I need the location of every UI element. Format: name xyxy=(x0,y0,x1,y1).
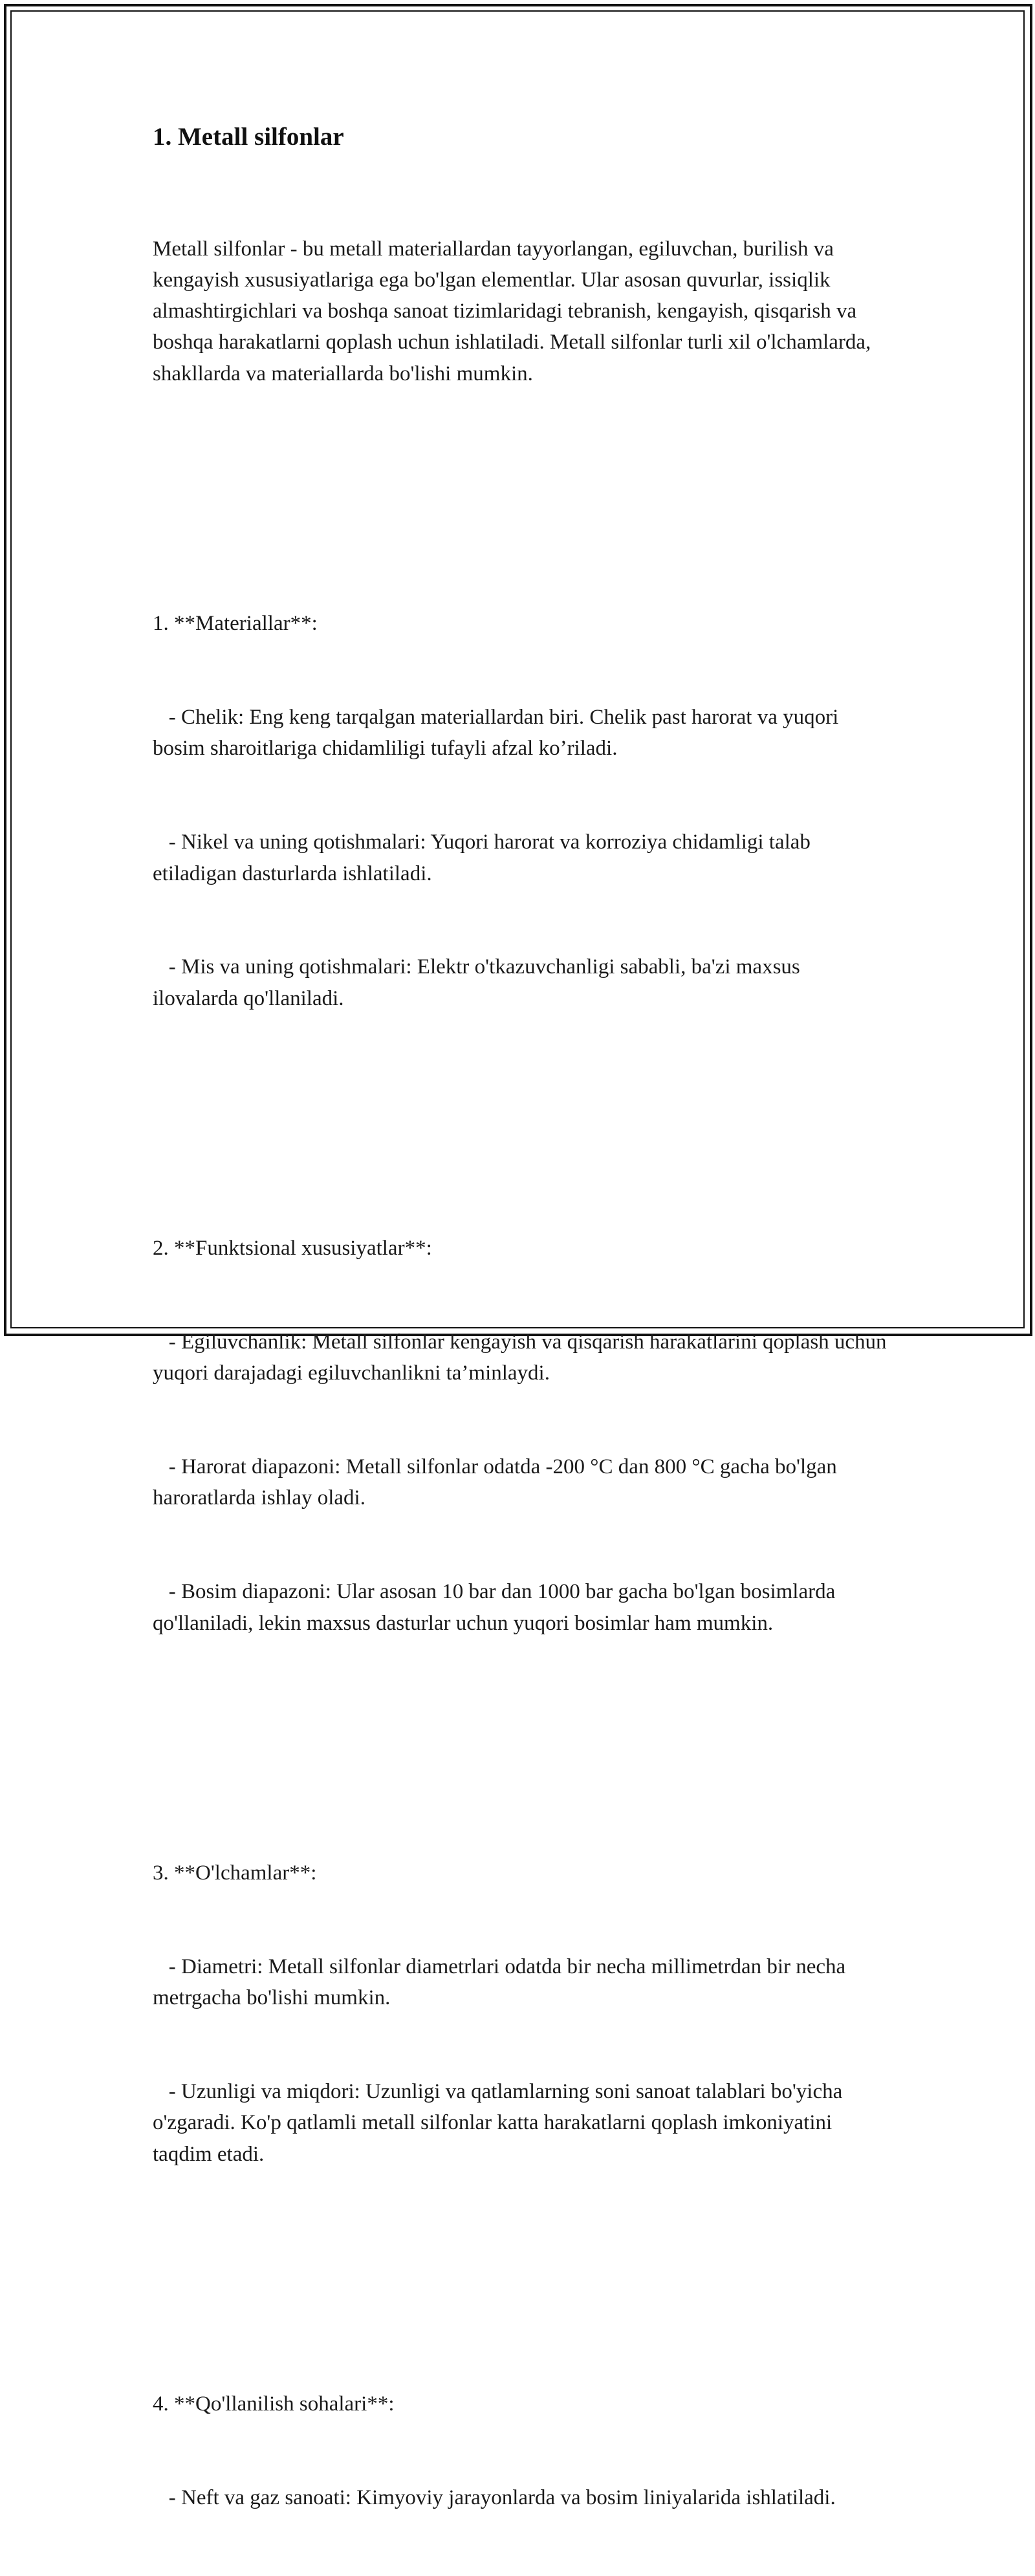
section-heading-functional: 2. **Funktsional xususiyatlar**: xyxy=(153,1237,432,1261)
list-item: - Chelik: Eng keng tarqalgan materiallardan biri. Chelik past harorat va yuqori bosim sharoitlariga chidamliligi tufayli afzal ko’riladi. xyxy=(153,706,844,761)
intro-paragraph: Metall silfonlar - bu metall materiallardan tayyorlangan, egiluvchan, burilish va kengayish xususiyatlariga ega bo'lgan elementlar. Ular asosan quvurlar, issiqlik almashtirgichlari va boshqa sanoat tizimlaridagi tebranish, kengayish, qisqarish va boshqa harakatlarni qoplash uchun ishlatiladi. Metall silfonlar turli xil o'lchamlarda, shakllarda va materiallarda bo'lishi mumkin. xyxy=(153,237,877,385)
list-item: - Mis va uning qotishmalari: Elektr o'tkazuvchanligi sababli, ba'zi maxsus ilovalarda qo'llaniladi. xyxy=(153,955,806,1010)
section-heading-materials: 1. **Materiallar**: xyxy=(153,612,318,636)
list-item: - Harorat diapazoni: Metall silfonlar odatda -200 °C dan 800 °C gacha bo'lgan haroratlarda ishlay oladi. xyxy=(153,1455,843,1510)
list-item: - Bosim diapazoni: Ular asosan 10 bar dan 1000 bar gacha bo'lgan bosimlarda qo'llaniladi, lekin maxsus dasturlar uchun yuqori bosimlar ham mumkin. xyxy=(153,1580,841,1635)
spacer xyxy=(153,2233,890,2264)
document-body xyxy=(153,122,890,2576)
spacer xyxy=(153,1702,890,1733)
list-item: - Egiluvchanlik: Metall silfonlar kengayish va qisqarish harakatlarini qoplash uchun yuqori darajadagi egiluvchanlikni ta’minlaydi. xyxy=(153,1330,892,1385)
list-item: - Uzunligi va miqdori: Uzunligi va qatlamlarning soni sanoat talablari bo'yicha o'zgaradi. Ko'p qatlamli metall silfonlar katta harakatlarni qoplash imkoniyatini taqdim etadi. xyxy=(153,2080,848,2166)
list-item: - Diametri: Metall silfonlar diametrlari odatda bir necha millimetrdan bir necha metrgacha bo'lishi mumkin. xyxy=(153,1954,851,2010)
list-item: - Nikel va uning qotishmalari: Yuqori harorat va korroziya chidamligi talab etiladigan dasturlarda ishlatiladi. xyxy=(153,830,816,885)
document-title: 1. Metall silfonlar xyxy=(153,123,344,151)
section-heading-dimensions: 3. **O'lchamlar**: xyxy=(153,1861,317,1885)
document-text xyxy=(153,171,890,2576)
spacer xyxy=(153,1077,890,1108)
list-item: - Neft va gaz sanoati: Kimyoviy jarayonlarda va bosim liniyalarida ishlatiladi. xyxy=(153,2485,836,2509)
section-heading-applications: 4. **Qo'llanilish sohalari**: xyxy=(153,2392,395,2416)
spacer xyxy=(153,452,890,483)
